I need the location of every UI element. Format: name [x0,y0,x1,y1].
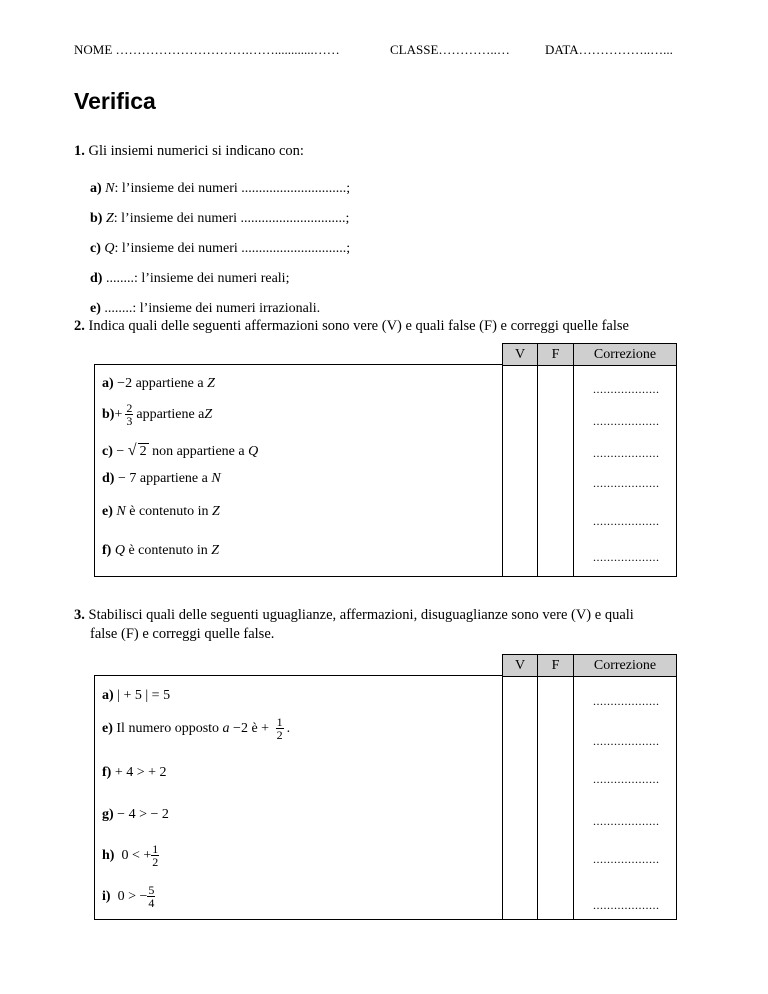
correction-blank[interactable]: ................... [593,446,660,460]
q3-row-g: g) − 4 > − 2 [102,807,169,822]
sqrt-icon: √ [127,442,137,459]
question-3-line2: false (F) e correggi quelle false. [90,626,275,642]
date-field-label[interactable]: DATA……………..…... [545,42,673,57]
correction-blank[interactable]: ................... [593,414,660,428]
correction-blank[interactable]: ................... [593,734,660,748]
correction-blank[interactable]: ................... [593,514,660,528]
q3-row-f: f) + 4 > + 2 [102,765,167,780]
q2-row-b: b) + $\frac{2}{3}$ appartiene a Z [102,401,213,428]
q2-row-c: c) − √ 2 non appartiene a Q [102,442,259,459]
q3-row-h: h) 0 < + $\frac{1}{2}$ [102,842,159,869]
col-header-v: V [503,344,537,366]
q3-row-i: i) 0 > − $\frac{5}{4}$ [102,883,155,910]
q2-row-e: e) N è contenuto in Z [102,504,220,519]
q3-row-e: e) Il numero opposto a −2 è + $\frac{1}{2}$ . [102,715,291,742]
correction-blank[interactable]: ................... [593,694,660,708]
q1-item-b: b) Z: l’insieme dei numeri ..............................; [90,211,350,226]
question-number: 1. [74,143,85,159]
correction-blank[interactable]: ................... [593,898,660,912]
q1-item-a: a) N: l’insieme dei numeri ..............................; [90,181,351,196]
correction-blank[interactable]: ................... [593,550,660,564]
q1-item-e: e) ........: l’insieme dei numeri irrazionali. [90,301,321,316]
q2-row-d: d) − 7 appartiene a N [102,471,221,486]
question-3: 3. Stabilisci quali delle seguenti uguaglianze, affermazioni, disuguaglianze sono vere (V) e quali [74,607,634,623]
col-header-correzione: Correzione [574,344,676,366]
q1-item-d: d) ........: l’insieme dei numeri reali; [90,271,290,286]
q1-item-c: c) Q: l’insieme dei numeri ..............................; [90,241,351,256]
q3-row-a: a) | + 5 | = 5 [102,688,171,703]
col-header-f: F [538,655,573,677]
question-text: Indica quali delle seguenti affermazioni sono vere (V) e quali false (F) e correggi quelle false [88,318,629,334]
question-1 [74,143,304,160]
q2-row-a: a) −2 appartiene a Z [102,376,215,391]
q2-row-f: f) Q è contenuto in Z [102,543,220,558]
correction-blank[interactable]: ................... [593,382,660,396]
question-2: 2. Indica quali delle seguenti affermazioni sono vere (V) e quali false (F) e correggi quelle false [74,318,629,334]
class-field-label[interactable]: CLASSE…………..… [390,42,510,57]
correction-blank[interactable]: ................... [593,814,660,828]
col-header-f: F [538,344,573,366]
name-field-label[interactable]: NOME ………………………….……............…… [74,42,340,57]
q3-table [94,654,677,920]
question-text: Gli insiemi numerici si indicano con: [88,143,304,159]
question-text: Stabilisci quali delle seguenti uguaglianze, affermazioni, disuguaglianze sono vere (V) e quali [88,607,634,623]
correction-blank[interactable]: ................... [593,852,660,866]
correction-blank[interactable]: ................... [593,772,660,786]
page-title: Verifica [74,88,156,114]
col-header-v: V [503,655,537,677]
correction-blank[interactable]: ................... [593,476,660,490]
col-header-correzione: Correzione [574,655,676,677]
